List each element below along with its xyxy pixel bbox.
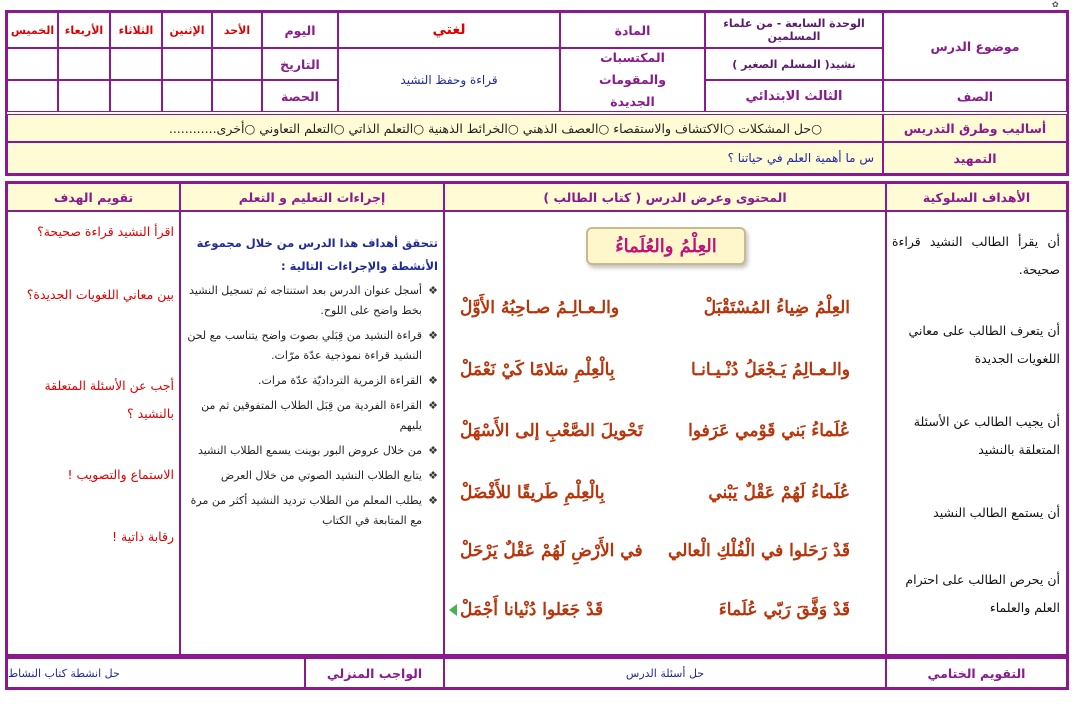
date-label: التاريخ <box>262 48 338 80</box>
period-cell-5 <box>7 80 58 112</box>
poem-line-5 <box>460 541 850 561</box>
grade-value: الثالث الابتدائي <box>705 80 883 112</box>
methods-text: ○حل المشكلات ○الاكتشاف والاستقصاء ○العصف الذهني ○الخرائط الذهنية ○التعلم الذاتي ○التعلم التعاوني ○أخرى............ <box>7 114 883 142</box>
grade-label: الصف <box>883 80 1067 112</box>
period-cell-2 <box>162 80 212 112</box>
homework-label: الواجب المنزلي <box>305 658 444 688</box>
topic-label: موضوع الدرس <box>883 12 1067 80</box>
poem-line-6-right: قَدْ وَفَّقَ رَبّي عُلَماءَ <box>718 600 850 620</box>
day-monday: الإثنين <box>162 12 212 48</box>
header-procedures: إجراءات التعليم و التعلم <box>180 183 444 211</box>
header-content: المحتوى وعرض الدرس ( كتاب الطالب ) <box>444 183 886 211</box>
day-tuesday: الثلاثاء <box>110 12 162 48</box>
objective-2: أن يتعرف الطالب على معاني اللغويات الجديدة <box>908 323 1060 366</box>
intro-text: س ما أهمية العلم في حياتنا ؟ <box>7 142 883 174</box>
period-cell-1 <box>212 80 262 112</box>
objective-1: أن يقرأ الطالب النشيد قراءة صحيحة. <box>892 234 1060 277</box>
evaluation-1: اقرأ النشيد قراءة صحيحة؟ <box>37 224 174 239</box>
final-eval-text: حل أسئلة الدرس <box>444 658 886 688</box>
poem-line-1-right: العِلْمُ ضِياءُ المُسْتَقْبَلْ <box>703 298 850 318</box>
poem-arrow-icon <box>449 604 457 616</box>
period-cell-3 <box>110 80 162 112</box>
procedure-item: ❖ قراءة النشيد من قِبَلي بصوت واضح يتناسب مع لحن النشيد قراءة نموذجية عدّة مرّات. <box>186 326 438 366</box>
date-cell-2 <box>162 48 212 80</box>
procedure-item: ❖ يطلب المعلم من الطلاب ترديد النشيد أكثر من مرة مع المتابعة في الكتاب <box>186 491 438 531</box>
objective-3: أن يجيب الطالب عن الأسئلة المتعلقة بالنشيد <box>913 414 1060 457</box>
poem-line-6-left: قَدْ جَعَلوا دُنْيانا أَجْمَلْ <box>460 600 604 620</box>
evaluation-3: أجب عن الأسئلة المتعلقة بالنشيد ؟ <box>44 378 174 421</box>
procedures-list <box>186 281 438 531</box>
poem-line-1-left: والـعـالِـمُ صـاحِبُهُ الأَوَّلْ <box>460 298 620 318</box>
poem-line-4-right: عُلَماءُ لَهُمْ عَقْلٌ يَبْني <box>708 483 850 503</box>
procedure-item: ❖ من خلال عروض البور بوينت يسمع الطلاب النشيد <box>186 441 438 461</box>
poem-line-3-left: تَحْويلَ الصَّعْبِ إلى الأَسْهَلْ <box>460 421 643 441</box>
procedures-intro: تتحقق أهداف هذا الدرس من خلال مجموعة الأنشطة والإجراءات التالية : <box>196 236 438 273</box>
date-cell-3 <box>110 48 162 80</box>
day-sunday: الأحد <box>212 12 262 48</box>
period-cell-4 <box>58 80 110 112</box>
header-evaluation: تقويم الهدف <box>7 183 180 211</box>
procedure-item: ❖ القراءة الفردية من قِبَل الطلاب المتفوقين ثم من يليهم <box>186 396 438 436</box>
prior-label: المكتسبات والمقومات الجديدة <box>560 48 705 112</box>
header-objectives: الأهداف السلوكية <box>886 183 1067 211</box>
objective-5: أن يحرص الطالب على احترام العلم والعلماء <box>905 572 1060 615</box>
lesson-title: قراءة وحفظ النشيد <box>338 48 560 112</box>
procedure-item: ❖ القراءة الزمرية الترداديّة عدّة مرات. <box>186 371 438 391</box>
poem-name-text: نشيد( المسلم الصغير ) <box>732 57 856 71</box>
poem-title-box <box>586 227 746 265</box>
poem-line-4-left: بِالْعِلْمِ طَريقًا للأَفْضَلْ <box>460 483 605 503</box>
poem-title: العِلْمُ والعُلَماءُ <box>615 235 717 257</box>
evaluation-5: رقابة ذاتية ! <box>112 529 174 544</box>
day-thursday: الخميس <box>7 12 58 48</box>
date-cell-4 <box>58 48 110 80</box>
corner-ornament-icon: ✿ <box>1052 0 1059 9</box>
evaluation-column <box>7 211 180 655</box>
day-wednesday: الأربعاء <box>58 12 110 48</box>
day-label: اليوم <box>262 12 338 48</box>
evaluation-2: بين معاني اللغويات الجديدة؟ <box>26 287 174 302</box>
period-label: الحصة <box>262 80 338 112</box>
subject-label: المادة <box>560 12 705 48</box>
procedure-item: ❖ أسجل عنوان الدرس بعد استنتاجه ثم تسجيل النشيد بخط واضح على اللوح. <box>186 281 438 321</box>
subject-value: لغتي <box>338 12 560 48</box>
poem-line-5-right: قَدْ رَحَلوا في الْفُلْكِ الْعالي <box>668 541 850 561</box>
poem-line-1 <box>460 298 850 318</box>
poem-line-2-right: والـعـالِمُ يَـجْعَلُ دُنْـيـانـا <box>690 360 850 380</box>
homework-text: حل انشطة كتاب النشاط <box>7 658 305 688</box>
unit-cell <box>705 12 883 48</box>
date-cell-1 <box>212 48 262 80</box>
poem-line-5-left: في الأَرْضِ لَهُمْ عَقْلٌ يَرْحَلْ <box>460 541 643 561</box>
final-eval-label: التقويم الختامي <box>886 658 1067 688</box>
poem-line-4 <box>460 483 850 503</box>
poem-line-6 <box>460 600 850 620</box>
methods-label: أساليب وطرق التدريس <box>883 114 1067 142</box>
intro-label: التمهيد <box>883 142 1067 174</box>
date-cell-5 <box>7 48 58 80</box>
procedures-block <box>186 232 438 536</box>
poem-name-cell <box>705 48 883 80</box>
poem-line-2 <box>460 360 850 380</box>
procedure-item: ❖ يتابع الطلاب النشيد الصوتي من خلال العرض <box>186 466 438 486</box>
objective-4: أن يستمع الطالب النشيد <box>933 505 1060 520</box>
poem-line-3-right: عُلَماءُ بَني قَوْمي عَرَفوا <box>688 421 850 441</box>
evaluation-4: الاستماع والتصويب ! <box>67 467 174 482</box>
unit-text: الوحدة السابعة - من علماء المسلمين <box>723 17 865 43</box>
poem-line-2-left: بِالْعِلْمِ سَلامًا كَيْ نَعْمَلْ <box>460 360 615 380</box>
poem-line-3 <box>460 421 850 441</box>
